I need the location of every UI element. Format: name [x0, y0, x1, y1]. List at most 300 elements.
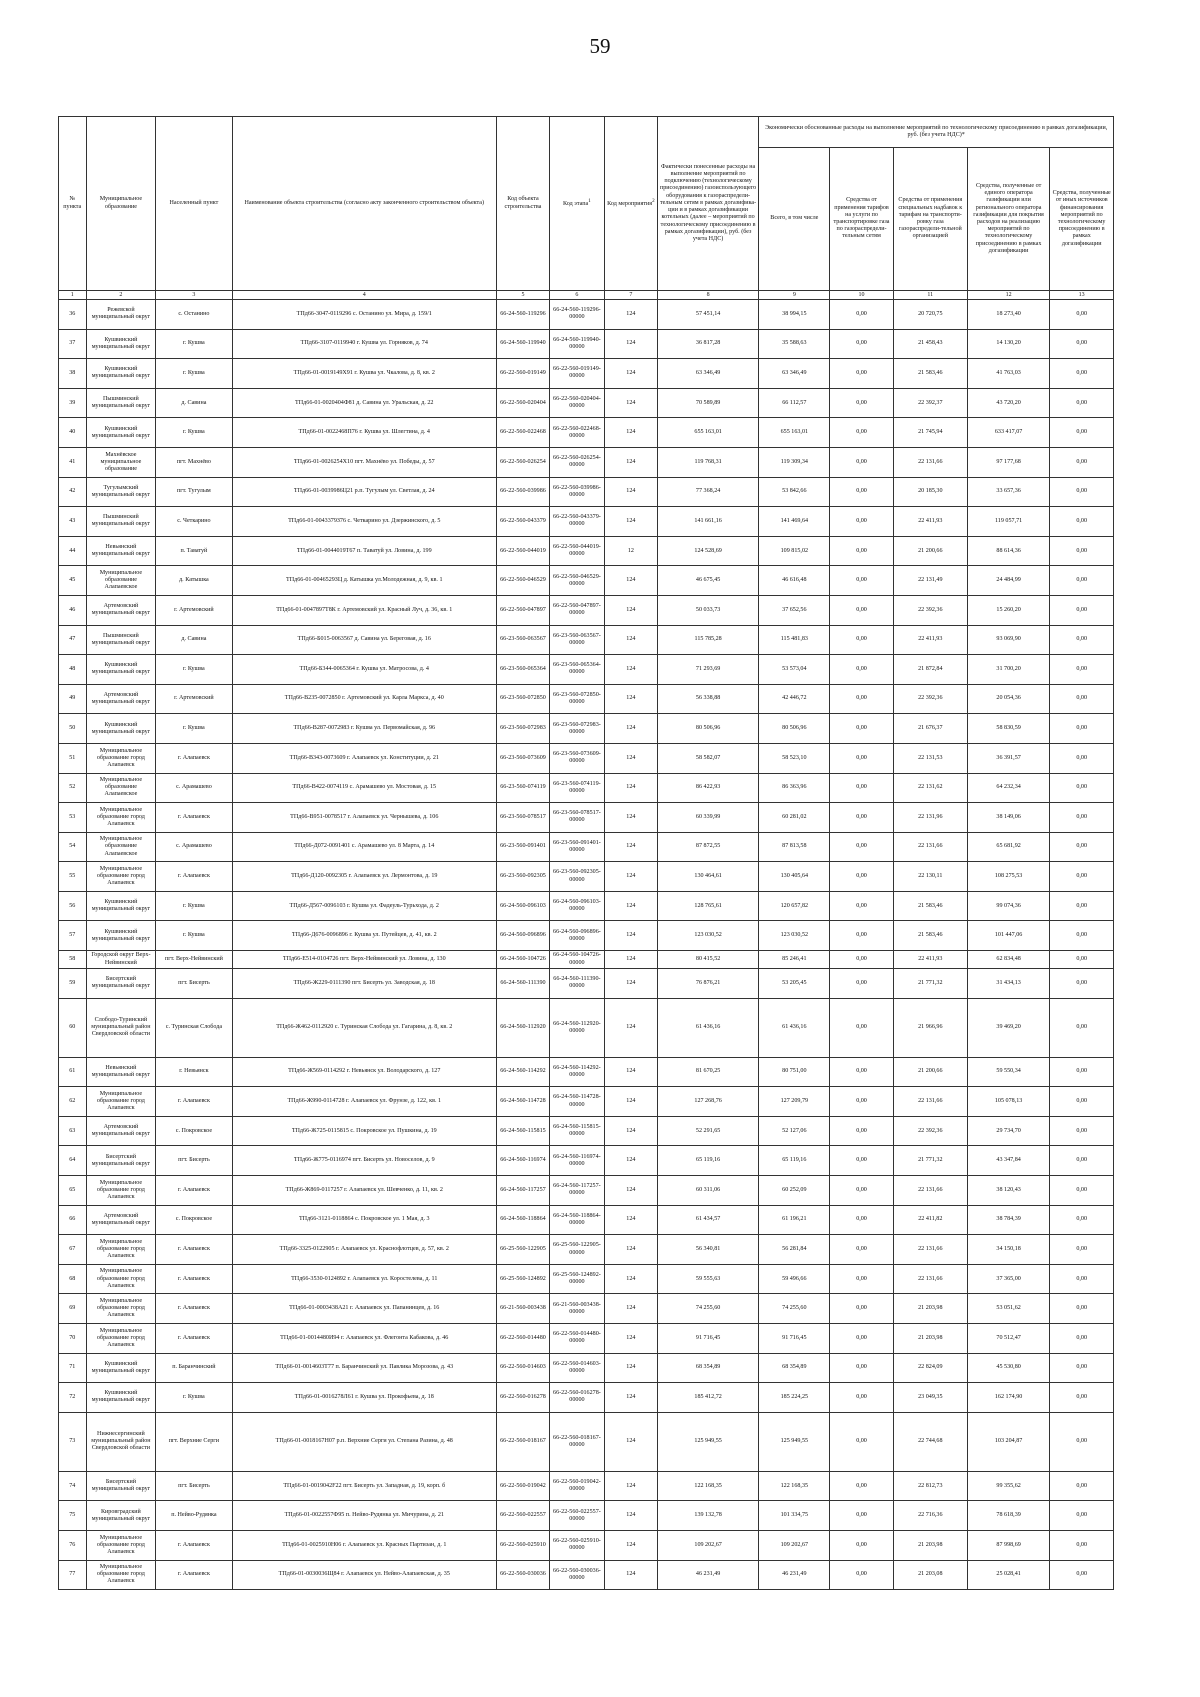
page-number: 59 — [589, 34, 611, 58]
tariff-funds-cell: 0,00 — [830, 418, 893, 448]
tariff-funds-cell: 0,00 — [830, 1235, 893, 1265]
table-row — [59, 773, 1114, 803]
row-number: 55 — [59, 862, 87, 892]
tariff-funds-cell: 0,00 — [830, 743, 893, 773]
row-number: 68 — [59, 1264, 87, 1294]
total-cell: 65 119,16 — [759, 1146, 830, 1176]
operator-funds-cell: 62 834,48 — [967, 951, 1050, 969]
table-body — [59, 300, 1114, 1590]
tariff-funds-cell: 0,00 — [830, 1205, 893, 1235]
row-number: 53 — [59, 803, 87, 833]
tariff-funds-cell: 0,00 — [830, 684, 893, 714]
event-code-cell: 124 — [604, 969, 657, 999]
other-funds-cell: 0,00 — [1050, 655, 1114, 685]
row-number: 57 — [59, 921, 87, 951]
event-code-cell: 124 — [604, 1176, 657, 1206]
settlement-cell: пгт. Махнёво — [156, 447, 232, 477]
total-cell: 46 231,49 — [759, 1560, 830, 1590]
settlement-cell: г. Алапаевск — [156, 1294, 232, 1324]
header-total: Всего, в том числе — [759, 148, 830, 291]
other-funds-cell: 0,00 — [1050, 862, 1114, 892]
settlement-cell: пгт. Верхние Серги — [156, 1412, 232, 1471]
surcharge-funds-cell: 21 745,94 — [893, 418, 967, 448]
object-code-cell: 66-24-560-118864 — [497, 1205, 550, 1235]
object-name-cell: ТПд66-Ж569-0114292 г. Невьянск ул. Володарского, д. 127 — [232, 1057, 497, 1087]
tariff-funds-cell: 0,00 — [830, 1324, 893, 1354]
settlement-cell: г. Алапаевск — [156, 1176, 232, 1206]
object-name-cell: ТПд66-01-0018167Н07 р.п. Верхние Серги ул. Степана Разина, д. 48 — [232, 1412, 497, 1471]
other-funds-cell: 0,00 — [1050, 1560, 1114, 1590]
municipality-cell: Пышминский муниципальный округ — [86, 507, 156, 537]
stage-code-cell: 66-24-560-117257-00000 — [549, 1176, 604, 1206]
header-event-code — [604, 117, 657, 291]
actual-costs-cell: 60 339,99 — [657, 803, 759, 833]
total-cell: 120 657,82 — [759, 891, 830, 921]
total-cell: 61 436,16 — [759, 998, 830, 1057]
object-code-cell: 66-24-560-096896 — [497, 921, 550, 951]
stage-code-cell: 66-23-560-072850-00000 — [549, 684, 604, 714]
object-code-cell: 66-23-560-074119 — [497, 773, 550, 803]
other-funds-cell: 0,00 — [1050, 1294, 1114, 1324]
settlement-cell: г. Кушва — [156, 359, 232, 389]
actual-costs-cell: 109 202,67 — [657, 1530, 759, 1560]
operator-funds-cell: 105 078,13 — [967, 1087, 1050, 1117]
municipality-cell: Бисертский муниципальный округ — [86, 1146, 156, 1176]
total-cell: 56 281,84 — [759, 1235, 830, 1265]
object-name-cell: ТПд66-01-0003438А21 г. Алапаевск ул. Папанинцев, д. 16 — [232, 1294, 497, 1324]
actual-costs-cell: 65 119,16 — [657, 1146, 759, 1176]
actual-costs-cell: 50 033,73 — [657, 595, 759, 625]
actual-costs-cell: 70 589,89 — [657, 388, 759, 418]
row-number: 45 — [59, 566, 87, 596]
other-funds-cell: 0,00 — [1050, 1501, 1114, 1531]
municipality-cell: Нижнесергинский муниципальный район Свердловской области — [86, 1412, 156, 1471]
other-funds-cell: 0,00 — [1050, 300, 1114, 330]
tariff-funds-cell: 0,00 — [830, 1412, 893, 1471]
municipality-cell: Махнёвское муниципальное образование — [86, 447, 156, 477]
other-funds-cell: 0,00 — [1050, 998, 1114, 1057]
event-code-cell: 124 — [604, 921, 657, 951]
operator-funds-cell: 24 484,99 — [967, 566, 1050, 596]
stage-code-cell: 66-22-560-018167-00000 — [549, 1412, 604, 1471]
object-name-cell: ТПд66-3121-0118864 с. Покровское ул. 1 Мая, д. 3 — [232, 1205, 497, 1235]
stage-code-cell: 66-25-560-122905-00000 — [549, 1235, 604, 1265]
tariff-funds-cell: 0,00 — [830, 862, 893, 892]
column-number: 1 — [59, 291, 87, 300]
object-name-cell: ТПд66-01-0022557Ф95 п. Нейво-Рудянка ул. Мичурина, д. 21 — [232, 1501, 497, 1531]
row-number: 73 — [59, 1412, 87, 1471]
table-row — [59, 1501, 1114, 1531]
actual-costs-cell: 46 231,49 — [657, 1560, 759, 1590]
stage-code-cell: 66-22-560-044019-00000 — [549, 536, 604, 566]
other-funds-cell: 0,00 — [1050, 714, 1114, 744]
operator-funds-cell: 162 174,90 — [967, 1383, 1050, 1413]
column-number: 10 — [830, 291, 893, 300]
operator-funds-cell: 65 681,92 — [967, 832, 1050, 862]
header-event-code-text: Код мероприятия — [607, 201, 653, 208]
event-code-cell: 124 — [604, 477, 657, 507]
table-row — [59, 1471, 1114, 1501]
stage-code-cell: 66-24-560-119940-00000 — [549, 329, 604, 359]
object-name-cell: ТПд66-В343-0073609 г. Алапаевск ул. Конституции, д. 21 — [232, 743, 497, 773]
row-number: 37 — [59, 329, 87, 359]
object-code-cell: 66-25-560-122905 — [497, 1235, 550, 1265]
column-number: 5 — [497, 291, 550, 300]
operator-funds-cell: 29 734,70 — [967, 1116, 1050, 1146]
actual-costs-cell: 56 340,81 — [657, 1235, 759, 1265]
header-stage-code-text: Код этапа — [563, 201, 589, 208]
other-funds-cell: 0,00 — [1050, 477, 1114, 507]
operator-funds-cell: 38 149,06 — [967, 803, 1050, 833]
object-name-cell: ТПд66-В422-0074119 с. Арамашево ул. Мостовая, д. 15 — [232, 773, 497, 803]
settlement-cell: г. Алапаевск — [156, 803, 232, 833]
table-row — [59, 1205, 1114, 1235]
total-cell: 655 163,01 — [759, 418, 830, 448]
tariff-funds-cell: 0,00 — [830, 536, 893, 566]
row-number: 44 — [59, 536, 87, 566]
total-cell: 52 127,06 — [759, 1116, 830, 1146]
actual-costs-cell: 36 817,28 — [657, 329, 759, 359]
event-code-cell: 124 — [604, 1501, 657, 1531]
object-code-cell: 66-22-560-019042 — [497, 1471, 550, 1501]
total-cell: 185 224,25 — [759, 1383, 830, 1413]
row-number: 42 — [59, 477, 87, 507]
municipality-cell: Муниципальное образование город Алапаевск — [86, 1176, 156, 1206]
table-row — [59, 300, 1114, 330]
header-object-code: Код объекта строительства — [497, 117, 550, 291]
settlement-cell: г. Кушва — [156, 418, 232, 448]
actual-costs-cell: 60 311,06 — [657, 1176, 759, 1206]
row-number: 69 — [59, 1294, 87, 1324]
object-name-cell: ТПд66-01-0026254Х10 пгт. Махнёво ул. Победы, д. 57 — [232, 447, 497, 477]
event-code-cell: 124 — [604, 359, 657, 389]
other-funds-cell: 0,00 — [1050, 1057, 1114, 1087]
stage-code-cell: 66-23-560-063567-00000 — [549, 625, 604, 655]
total-cell: 42 446,72 — [759, 684, 830, 714]
column-number: 2 — [86, 291, 156, 300]
object-code-cell: 66-24-560-111390 — [497, 969, 550, 999]
object-code-cell: 66-23-560-091401 — [497, 832, 550, 862]
object-code-cell: 66-24-560-119296 — [497, 300, 550, 330]
object-name-cell: ТПд66-01-0022468П76 г. Кушва ул. Шлегтина, д. 4 — [232, 418, 497, 448]
event-code-cell: 124 — [604, 1116, 657, 1146]
object-code-cell: 66-24-560-112920 — [497, 998, 550, 1057]
operator-funds-cell: 15 260,20 — [967, 595, 1050, 625]
other-funds-cell: 0,00 — [1050, 1176, 1114, 1206]
column-number: 12 — [967, 291, 1050, 300]
municipality-cell: Артемовский муниципальный округ — [86, 684, 156, 714]
total-cell: 58 523,10 — [759, 743, 830, 773]
other-funds-cell: 0,00 — [1050, 1530, 1114, 1560]
table-row — [59, 1530, 1114, 1560]
event-code-cell: 124 — [604, 803, 657, 833]
object-name-cell: ТПд66-01-0047897Т8К г. Артемовский ул. Красный Луч, д. 36, кв. 1 — [232, 595, 497, 625]
actual-costs-cell: 80 506,96 — [657, 714, 759, 744]
actual-costs-cell: 46 675,45 — [657, 566, 759, 596]
actual-costs-cell: 74 255,60 — [657, 1294, 759, 1324]
surcharge-funds-cell: 21 203,08 — [893, 1560, 967, 1590]
actual-costs-cell: 655 163,01 — [657, 418, 759, 448]
row-number: 41 — [59, 447, 87, 477]
settlement-cell: г. Артемовский — [156, 595, 232, 625]
event-code-cell: 124 — [604, 1146, 657, 1176]
table-row — [59, 998, 1114, 1057]
table-row — [59, 862, 1114, 892]
object-name-cell: ТПд66-Е514-0104726 пгт. Верх-Нейвинский ул. Ловина, д. 130 — [232, 951, 497, 969]
object-code-cell: 66-22-560-022557 — [497, 1501, 550, 1531]
tariff-funds-cell: 0,00 — [830, 507, 893, 537]
object-code-cell: 66-22-560-014603 — [497, 1353, 550, 1383]
municipality-cell: Невьянский муниципальный округ — [86, 536, 156, 566]
event-code-cell: 124 — [604, 832, 657, 862]
event-code-cell: 124 — [604, 507, 657, 537]
tariff-funds-cell: 0,00 — [830, 1057, 893, 1087]
settlement-cell: г. Кушва — [156, 921, 232, 951]
settlement-cell: г. Кушва — [156, 891, 232, 921]
actual-costs-cell: 125 949,55 — [657, 1412, 759, 1471]
actual-costs-cell: 185 412,72 — [657, 1383, 759, 1413]
stage-code-cell: 66-22-560-016278-00000 — [549, 1383, 604, 1413]
row-number: 50 — [59, 714, 87, 744]
total-cell: 119 309,34 — [759, 447, 830, 477]
object-code-cell: 66-22-560-019149 — [497, 359, 550, 389]
operator-funds-cell: 64 232,34 — [967, 773, 1050, 803]
settlement-cell: п. Баранчинский — [156, 1353, 232, 1383]
tariff-funds-cell: 0,00 — [830, 1264, 893, 1294]
header-actual-costs: Фактически понесенные расходы на выполнение мероприятий по подключению (технологическому присоединению) газоиспользующего оборудования к газораспредели-тельным сетям в рамках догазифика-ции и в рамках догазификации котельных (далее – мероприятий по технологическому присоединению в рамках догазификации), руб. (без учета НДС) — [657, 117, 759, 291]
municipality-cell: Муниципальное образование город Алапаевск — [86, 1264, 156, 1294]
municipality-cell: Артемовский муниципальный округ — [86, 1116, 156, 1146]
tariff-funds-cell: 0,00 — [830, 566, 893, 596]
stage-code-cell: 66-23-560-072983-00000 — [549, 714, 604, 744]
row-number: 48 — [59, 655, 87, 685]
total-cell: 61 196,21 — [759, 1205, 830, 1235]
total-cell: 86 363,96 — [759, 773, 830, 803]
surcharge-funds-cell: 21 458,43 — [893, 329, 967, 359]
settlement-cell: г. Кушва — [156, 329, 232, 359]
stage-code-cell: 66-24-560-096103-00000 — [549, 891, 604, 921]
operator-funds-cell: 31 434,13 — [967, 969, 1050, 999]
surcharge-funds-cell: 22 716,36 — [893, 1501, 967, 1531]
settlement-cell: г. Алапаевск — [156, 743, 232, 773]
row-number: 54 — [59, 832, 87, 862]
operator-funds-cell: 119 057,71 — [967, 507, 1050, 537]
row-number: 76 — [59, 1530, 87, 1560]
settlement-cell: п. Нейво-Рудянка — [156, 1501, 232, 1531]
row-number: 71 — [59, 1353, 87, 1383]
column-number: 13 — [1050, 291, 1114, 300]
object-name-cell: ТПд66-01-0020404Ф81 д. Савина ул. Уральская, д. 22 — [232, 388, 497, 418]
municipality-cell: Муниципальное образование Алапаевское — [86, 773, 156, 803]
header-operator-funds: Средства, полученные от единого оператора газификации или регионального оператора газификации для покрытия расходов на реализацию мероприятий по технологическому присоединению в рамках догазификации — [967, 148, 1050, 291]
table-row — [59, 329, 1114, 359]
operator-funds-cell: 43 347,84 — [967, 1146, 1050, 1176]
settlement-cell: д. Савина — [156, 388, 232, 418]
actual-costs-cell: 80 415,52 — [657, 951, 759, 969]
stage-code-cell: 66-22-560-039986-00000 — [549, 477, 604, 507]
municipality-cell: Муниципальное образование город Алапаевск — [86, 1324, 156, 1354]
tariff-funds-cell: 0,00 — [830, 951, 893, 969]
event-code-cell: 124 — [604, 998, 657, 1057]
other-funds-cell: 0,00 — [1050, 832, 1114, 862]
operator-funds-cell: 87 998,69 — [967, 1530, 1050, 1560]
tariff-funds-cell: 0,00 — [830, 1353, 893, 1383]
other-funds-cell: 0,00 — [1050, 891, 1114, 921]
municipality-cell: Слободо-Туринский муниципальный район Свердловской области — [86, 998, 156, 1057]
column-number: 3 — [156, 291, 232, 300]
event-code-cell: 124 — [604, 1205, 657, 1235]
tariff-funds-cell: 0,00 — [830, 477, 893, 507]
other-funds-cell: 0,00 — [1050, 1324, 1114, 1354]
settlement-cell: пгт. Бисерть — [156, 969, 232, 999]
stage-code-cell: 66-24-560-116974-00000 — [549, 1146, 604, 1176]
operator-funds-cell: 93 069,90 — [967, 625, 1050, 655]
settlement-cell: пгт. Тугулым — [156, 477, 232, 507]
table-row — [59, 359, 1114, 389]
settlement-cell: г. Алапаевск — [156, 1324, 232, 1354]
municipality-cell: Кушвинский муниципальный округ — [86, 1383, 156, 1413]
row-number: 61 — [59, 1057, 87, 1087]
operator-funds-cell: 108 275,53 — [967, 862, 1050, 892]
table-row — [59, 477, 1114, 507]
municipality-cell: Артемовский муниципальный округ — [86, 595, 156, 625]
actual-costs-cell: 115 785,28 — [657, 625, 759, 655]
object-name-cell: ТПд66-Д676-0096896 г. Кушва ул. Путейцев, д. 41, кв. 2 — [232, 921, 497, 951]
header-row-number: № пункта — [59, 117, 87, 291]
object-name-cell: ТПд66-3107-0119940 г. Кушва ул. Горняков, д. 74 — [232, 329, 497, 359]
surcharge-funds-cell: 20 720,75 — [893, 300, 967, 330]
surcharge-funds-cell: 22 411,82 — [893, 1205, 967, 1235]
object-code-cell: 66-22-560-039986 — [497, 477, 550, 507]
object-name-cell: ТПд66-Ж462-0112920 с. Туринская Слобода ул. Гагарина, д. 8, кв. 2 — [232, 998, 497, 1057]
object-code-cell: 66-25-560-124892 — [497, 1264, 550, 1294]
table-row — [59, 1353, 1114, 1383]
event-code-cell: 124 — [604, 1560, 657, 1590]
surcharge-funds-cell: 21 203,98 — [893, 1294, 967, 1324]
total-cell: 38 994,15 — [759, 300, 830, 330]
other-funds-cell: 0,00 — [1050, 536, 1114, 566]
header-stage-code-sup: 1 — [588, 198, 591, 205]
row-number: 75 — [59, 1501, 87, 1531]
operator-funds-cell: 41 763,03 — [967, 359, 1050, 389]
surcharge-funds-cell: 21 583,46 — [893, 359, 967, 389]
operator-funds-cell: 59 550,34 — [967, 1057, 1050, 1087]
event-code-cell: 124 — [604, 1264, 657, 1294]
municipality-cell: Кушвинский муниципальный округ — [86, 714, 156, 744]
municipality-cell: Муниципальное образование город Алапаевск — [86, 1294, 156, 1324]
surcharge-funds-cell: 21 203,98 — [893, 1530, 967, 1560]
row-number: 56 — [59, 891, 87, 921]
object-name-cell: ТПд66-01-0025910Н06 г. Алапаевск ул. Красных Партизан, д. 1 — [232, 1530, 497, 1560]
municipality-cell: Тугулымский муниципальный округ — [86, 477, 156, 507]
surcharge-funds-cell: 22 131,66 — [893, 1235, 967, 1265]
event-code-cell: 124 — [604, 1235, 657, 1265]
municipality-cell: Кушвинский муниципальный округ — [86, 891, 156, 921]
operator-funds-cell: 34 150,18 — [967, 1235, 1050, 1265]
municipality-cell: Муниципальное образование город Алапаевск — [86, 1530, 156, 1560]
operator-funds-cell: 36 391,57 — [967, 743, 1050, 773]
table-row — [59, 832, 1114, 862]
table-row — [59, 625, 1114, 655]
tariff-funds-cell: 0,00 — [830, 773, 893, 803]
tariff-funds-cell: 0,00 — [830, 655, 893, 685]
object-name-cell: ТПд66-01-0044019Т67 п. Таватуй ул. Ловина, д. 199 — [232, 536, 497, 566]
table-row — [59, 388, 1114, 418]
tariff-funds-cell: 0,00 — [830, 300, 893, 330]
event-code-cell: 124 — [604, 891, 657, 921]
stage-code-cell: 66-22-560-019042-00000 — [549, 1471, 604, 1501]
column-number: 8 — [657, 291, 759, 300]
surcharge-funds-cell: 22 812,73 — [893, 1471, 967, 1501]
stage-code-cell: 66-23-560-091401-00000 — [549, 832, 604, 862]
operator-funds-cell: 20 054,36 — [967, 684, 1050, 714]
event-code-cell: 124 — [604, 1412, 657, 1471]
municipality-cell: Муниципальное образование город Алапаевск — [86, 803, 156, 833]
stage-code-cell: 66-22-560-025910-00000 — [549, 1530, 604, 1560]
row-number: 36 — [59, 300, 87, 330]
tariff-funds-cell: 0,00 — [830, 447, 893, 477]
row-number: 51 — [59, 743, 87, 773]
event-code-cell: 124 — [604, 388, 657, 418]
municipality-cell: Кушвинский муниципальный округ — [86, 921, 156, 951]
column-number: 6 — [549, 291, 604, 300]
municipality-cell: Режевской муниципальный округ — [86, 300, 156, 330]
actual-costs-cell: 141 661,16 — [657, 507, 759, 537]
surcharge-funds-cell: 20 185,30 — [893, 477, 967, 507]
table-row — [59, 655, 1114, 685]
total-cell: 53 205,45 — [759, 969, 830, 999]
settlement-cell: г. Алапаевск — [156, 1530, 232, 1560]
tariff-funds-cell: 0,00 — [830, 1116, 893, 1146]
table-row — [59, 951, 1114, 969]
total-cell: 130 405,64 — [759, 862, 830, 892]
event-code-cell: 124 — [604, 1057, 657, 1087]
other-funds-cell: 0,00 — [1050, 595, 1114, 625]
operator-funds-cell: 39 469,20 — [967, 998, 1050, 1057]
operator-funds-cell: 38 120,43 — [967, 1176, 1050, 1206]
total-cell: 91 716,45 — [759, 1324, 830, 1354]
surcharge-funds-cell: 22 824,09 — [893, 1353, 967, 1383]
event-code-cell: 12 — [604, 536, 657, 566]
total-cell: 109 202,67 — [759, 1530, 830, 1560]
other-funds-cell: 0,00 — [1050, 1146, 1114, 1176]
municipality-cell: Муниципальное образование город Алапаевск — [86, 743, 156, 773]
surcharge-funds-cell: 21 583,46 — [893, 891, 967, 921]
actual-costs-cell: 86 422,93 — [657, 773, 759, 803]
table-row — [59, 1116, 1114, 1146]
stage-code-cell: 66-22-560-043379-00000 — [549, 507, 604, 537]
tariff-funds-cell: 0,00 — [830, 625, 893, 655]
object-name-cell: ТПд66-01-0014603Т77 п. Баранчинский ул. Павлика Морозова, д. 43 — [232, 1353, 497, 1383]
row-number: 47 — [59, 625, 87, 655]
actual-costs-cell: 119 768,31 — [657, 447, 759, 477]
row-number: 43 — [59, 507, 87, 537]
operator-funds-cell: 33 657,36 — [967, 477, 1050, 507]
municipality-cell: Городской округ Верх-Нейвинский — [86, 951, 156, 969]
register-table — [58, 116, 1114, 1590]
table-row — [59, 684, 1114, 714]
surcharge-funds-cell: 22 392,37 — [893, 388, 967, 418]
object-code-cell: 66-23-560-063567 — [497, 625, 550, 655]
table-row — [59, 714, 1114, 744]
surcharge-funds-cell: 21 966,96 — [893, 998, 967, 1057]
actual-costs-cell: 71 293,69 — [657, 655, 759, 685]
object-code-cell: 66-23-560-072983 — [497, 714, 550, 744]
object-code-cell: 66-24-560-116974 — [497, 1146, 550, 1176]
object-code-cell: 66-24-560-114728 — [497, 1087, 550, 1117]
row-number: 60 — [59, 998, 87, 1057]
total-cell: 60 281,02 — [759, 803, 830, 833]
